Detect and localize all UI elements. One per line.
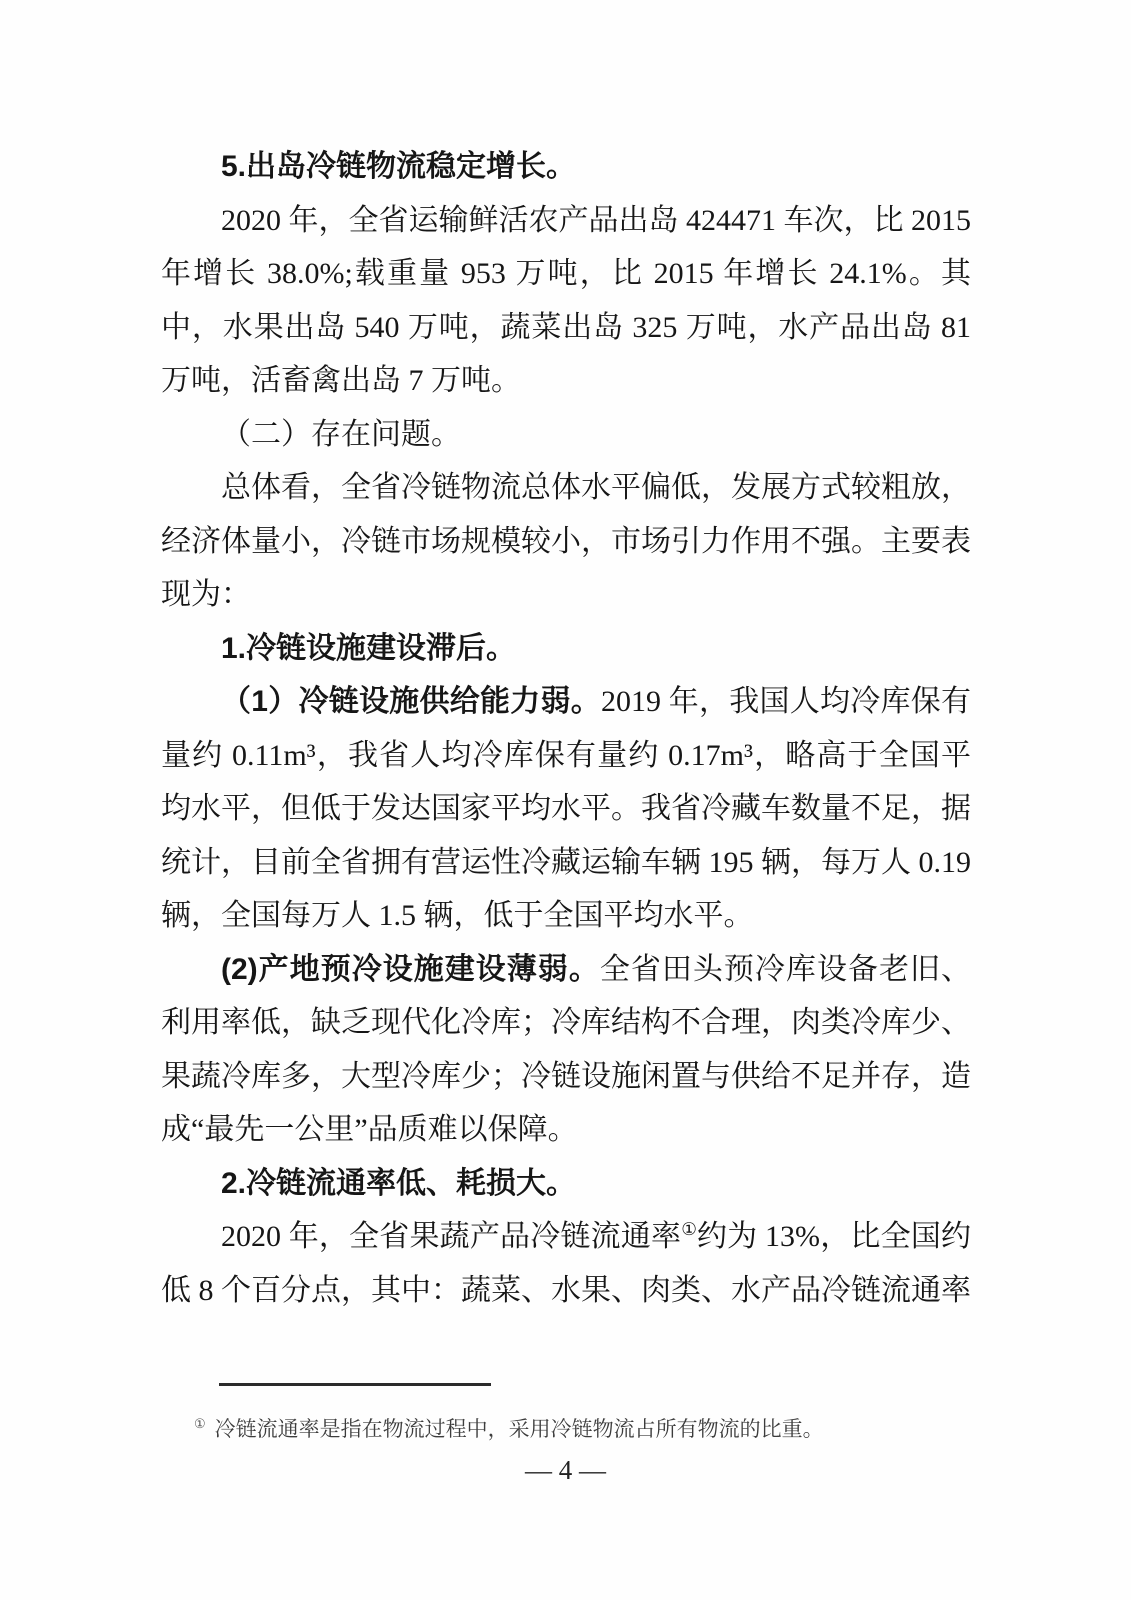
paragraph-circulation-rate xyxy=(161,1210,971,1317)
paragraph-precooling-lead: (2)产地预冷设施建设薄弱。 xyxy=(221,952,600,986)
document-body xyxy=(161,140,971,1317)
paragraph-supply-text: 2019 年，我国人均冷库保有量约 0.11m³，我省人均冷库保有量约 0.17m³，略高于全国平均水平，但低于发达国家平均水平。我省冷藏车数量不足，据统计，目前全省拥有营运性冷藏运输车辆 195 辆，每万人 0.19 辆，全国每万人 1.5 辆，低于全国平均水平。 xyxy=(161,685,972,932)
paragraph-precooling xyxy=(161,943,971,1157)
page-number: — 4 — xyxy=(525,1455,606,1485)
paragraph-island-stats: 2020 年，全省运输鲜活农产品出岛 424471 车次，比 2015 年增长 38.0%;载重量 953 万吨，比 2015 年增长 24.1%。其中，水果出岛 540 万吨，蔬菜出岛 325 万吨，水产品出岛 81 万吨，活畜禽出岛 7 万吨。 xyxy=(161,203,971,397)
paragraph-circulation-seg1: 2020 年，全省果蔬产品冷链流通率 xyxy=(221,1220,682,1253)
paragraph-supply-capacity xyxy=(161,675,971,943)
footnote-separator-line xyxy=(219,1383,491,1386)
heading-problem-2: 2.冷链流通率低、耗损大。 xyxy=(221,1166,577,1200)
heading-section-5: 5.出岛冷链物流稳定增长。 xyxy=(221,150,577,183)
paragraph-supply-lead: （1）冷链设施供给能力弱。 xyxy=(221,685,601,718)
paragraph-overview: 总体看，全省冷链物流总体水平偏低，发展方式较粗放，经济体量小，冷链市场规模较小，市场引力作用不强。主要表现为： xyxy=(161,471,971,611)
heading-existing-problems: （二）存在问题。 xyxy=(221,417,461,451)
footnote-marker: ① xyxy=(194,1416,206,1431)
heading-problem-1: 1.冷链设施建设滞后。 xyxy=(221,631,517,665)
footnote-ref-superscript: ① xyxy=(681,1219,697,1239)
footnote xyxy=(194,1414,974,1444)
paragraph-circulation-seg2: 约为 13%，比全国约低 8 个百分点，其中：蔬菜、水果、肉类、水产品冷链流通率 xyxy=(161,1220,972,1307)
paragraph-precooling-text: 全省田头预冷库设备老旧、利用率低，缺乏现代化冷库；冷库结构不合理，肉类冷库少、果蔬冷库多，大型冷库少；冷链设施闲置与供给不足并存，造成“最先一公里”品质难以保障。 xyxy=(161,952,972,1146)
footnote-text: 冷链流通率是指在物流过程中，采用冷链物流占所有物流的比重。 xyxy=(214,1417,824,1441)
